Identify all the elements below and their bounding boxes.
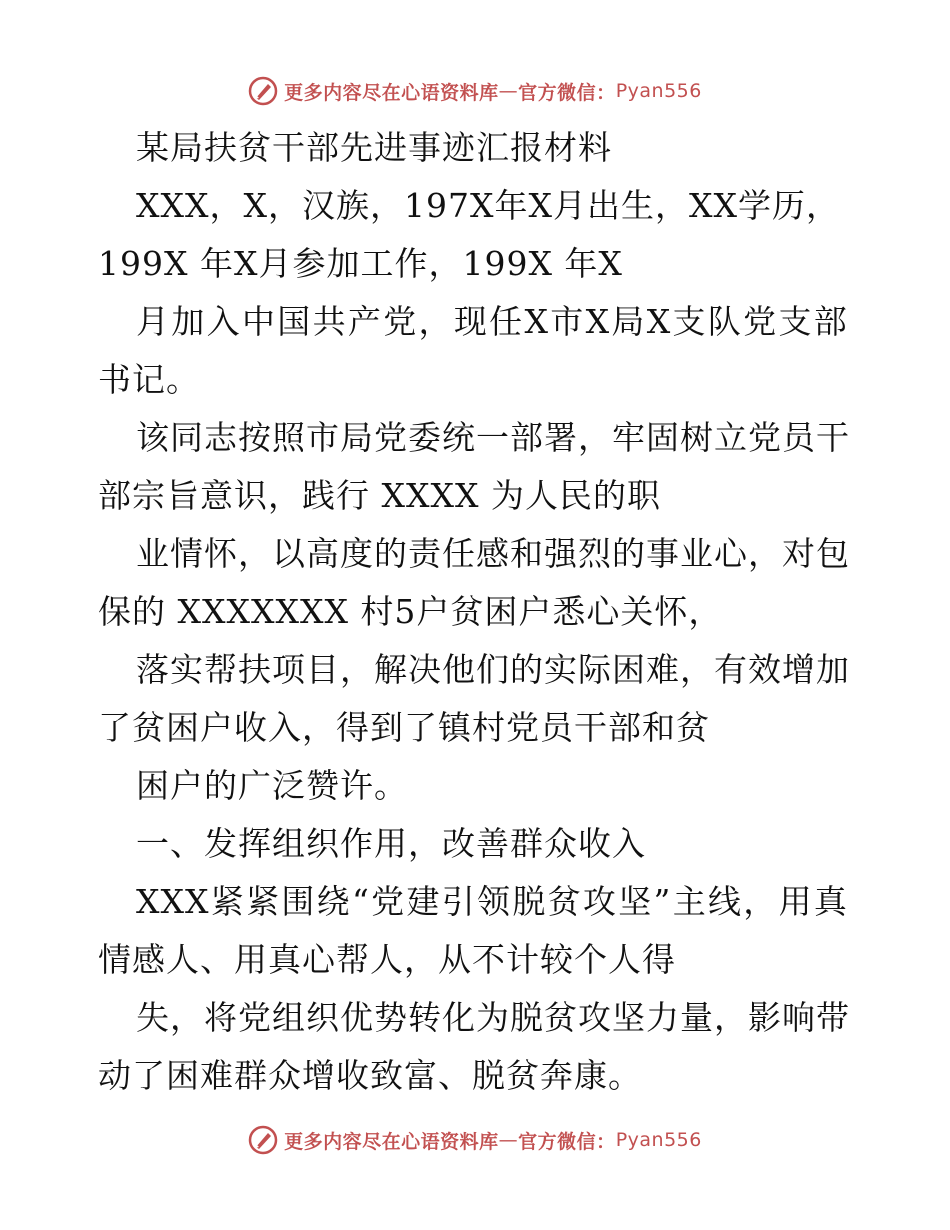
footer-watermark bbox=[0, 1122, 950, 1158]
quill-pen-logo-icon bbox=[248, 1125, 278, 1155]
watermark-official-label: 官方微信： bbox=[518, 1130, 616, 1153]
paragraph-line: 动了困难群众增收致富、脱贫奔康。 bbox=[98, 1056, 642, 1095]
paragraph-line: XXX ， X ， 汉 族 ， 197X 年 X 月 出 生 ， XX 学 历 ， bbox=[136, 186, 840, 225]
paragraph-line: 月 加 入 中 国 共 产 党 ， 现 任 X 市 X 局 X 支 队 党 支 部 bbox=[136, 302, 848, 341]
watermark-wechat-handle: Pyan556 bbox=[615, 1129, 702, 1151]
paragraph-line: 落 实 帮 扶 项 目 ， 解 决 他 们 的 实 际 困 难 ， 有 效 增 加 bbox=[136, 650, 850, 689]
paragraph-line: 情感人、用真心帮人，从不计较个人得 bbox=[98, 940, 676, 979]
header-watermark bbox=[0, 73, 950, 109]
paragraph-line: 了贫困户收入，得到了镇村党员干部和贫 bbox=[98, 708, 710, 747]
paragraph-line: 保的 XXXXXXX 村5户贫困户悉心关怀， bbox=[98, 592, 723, 631]
paragraph-line: 部宗旨意识，践行 XXXX 为人民的职 bbox=[98, 476, 661, 515]
paragraph-line: 业 情 怀 ， 以 高 度 的 责 任 感 和 强 烈 的 事 业 心 ， 对 包 bbox=[136, 534, 850, 573]
document-title: 某局扶贫干部先进事迹汇报材料 bbox=[136, 128, 612, 167]
watermark-official-label: 官方微信： bbox=[518, 81, 616, 104]
paragraph-line: 困户的广泛赞许。 bbox=[136, 766, 408, 805]
paragraph-line: XXX 紧 紧 围 绕 “ 党 建 引 领 脱 贫 攻 坚 ” 主 线 ， 用 真 bbox=[136, 882, 848, 921]
watermark-separator: — bbox=[498, 1129, 519, 1151]
paragraph-line: 失 ， 将 党 组 织 优 势 转 化 为 脱 贫 攻 坚 力 量 ， 影 响 带 bbox=[136, 998, 850, 1037]
watermark-text: 更多内容尽在心语资料库 bbox=[284, 1130, 499, 1153]
paragraph-line: 书记。 bbox=[98, 360, 200, 399]
paragraph-line: 199X 年X月参加工作，199X 年X bbox=[98, 244, 623, 283]
paragraph-line: 该 同 志 按 照 市 局 党 委 统 一 部 署 ， 牢 固 树 立 党 员 干 bbox=[136, 418, 850, 457]
watermark-text: 更多内容尽在心语资料库 bbox=[284, 81, 499, 104]
quill-pen-logo-icon bbox=[248, 76, 278, 106]
watermark-wechat-handle: Pyan556 bbox=[615, 80, 702, 102]
watermark-separator: — bbox=[498, 80, 519, 102]
section-heading: 一、发挥组织作用，改善群众收入 bbox=[136, 824, 646, 863]
